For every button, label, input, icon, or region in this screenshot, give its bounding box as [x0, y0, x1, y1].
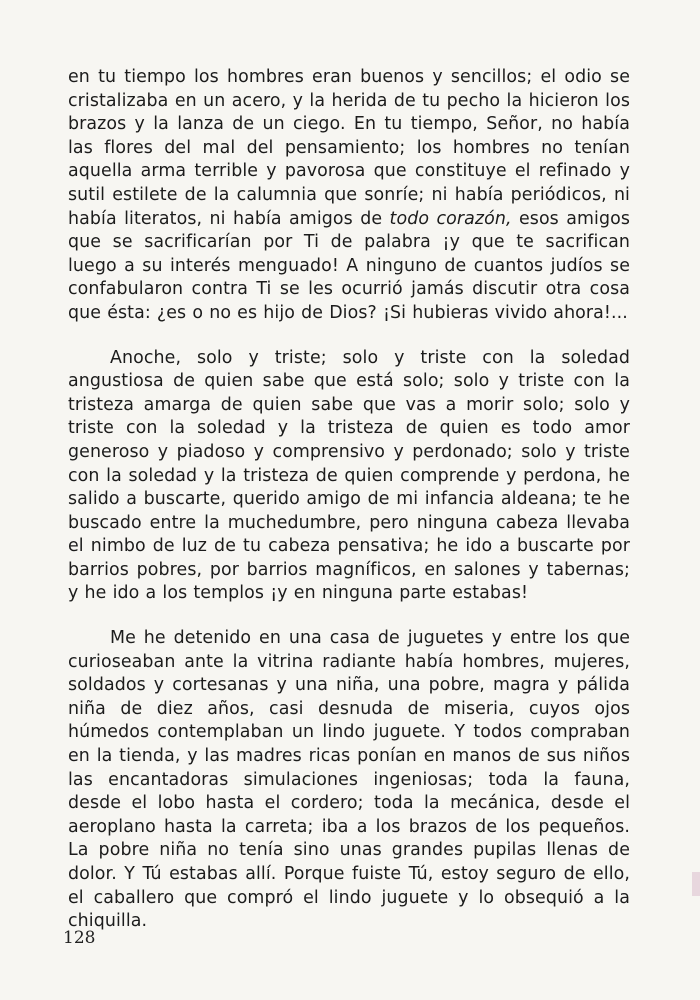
paragraph-2 [68, 347, 630, 607]
paragraph-gap [68, 606, 630, 627]
paragraph-2-text: Anoche, solo y triste; solo y triste con la soledad angustiosa de quien sabe que está solo; solo y triste con la tristeza amarga de quien sabe que vas a morir solo; solo y triste con la soledad y la tristeza de quien es todo amor generoso y piadoso y comprensivo y perdonado; solo y triste con la soledad y la tristeza de quien comprende y perdona, he salido a buscarte, querido amigo de mi infancia aldeana; te he buscado entre la muchedumbre, pero ninguna cabeza llevaba el nimbo de luz de tu cabeza pensativa; he ido a buscarte por barrios pobres, por barrios magníficos, en salones y tabernas; y he ido a los templos ¡y en ninguna parte estabas! [68, 347, 630, 604]
page-edge-mark [692, 872, 700, 896]
paragraph-3 [68, 627, 630, 934]
page-number: 128 [63, 928, 96, 948]
paragraph-1-text-a: en tu tiempo los hombres eran buenos y sencillos; el odio se cristalizaba en un acero, y la herida de tu pecho la hicieron los brazos y la lanza de un ciego. En tu tiempo, Señor, no había las flores del mal del pensamiento; los hombres no tenían aquella arma terrible y pavorosa que constituye el refinado y sutil estilete de la calumnia que sonríe; ni había periódicos, ni había literatos, ni había amigos de [68, 67, 630, 229]
paragraph-3-text: Me he detenido en una casa de juguetes y entre los que curioseaban ante la vitrina radiante había hombres, mujeres, soldados y cortesanas y una niña, una pobre, magra y pálida niña de diez años, casi desnuda de miseria, cuyos ojos húmedos contemplaban un lindo juguete. Y todos compraban en la tienda, y las madres ricas ponían en manos de sus niños las encantadoras simulaciones ingeniosas; toda la fauna, desde el lobo hasta el cordero; toda la mecánica, desde el aeroplano hasta la carreta; iba a los brazos de los pequeños. La pobre niña no tenía sino unas grandes pupilas llenas de dolor. Y Tú estabas allí. Porque fuiste Tú, estoy seguro de ello, el caballero que compró el lindo juguete y lo obsequió a la chiquilla. [68, 628, 630, 932]
paragraph-gap [68, 326, 630, 347]
paragraph-1 [68, 66, 630, 326]
page-body [68, 66, 630, 934]
paragraph-1-text-b: esos amigos que se sacrificarían por Ti de palabra ¡y que te sacrifican luego a su interés menguado! A ninguno de cuantos judíos se confabularon contra Ti se les ocurrió jamás discutir otra cosa que ésta: ¿es o no es hijo de Dios? ¡Si hubieras vivido ahora!... [68, 208, 630, 323]
paragraph-1-italic-phrase: todo corazón, [389, 208, 512, 229]
